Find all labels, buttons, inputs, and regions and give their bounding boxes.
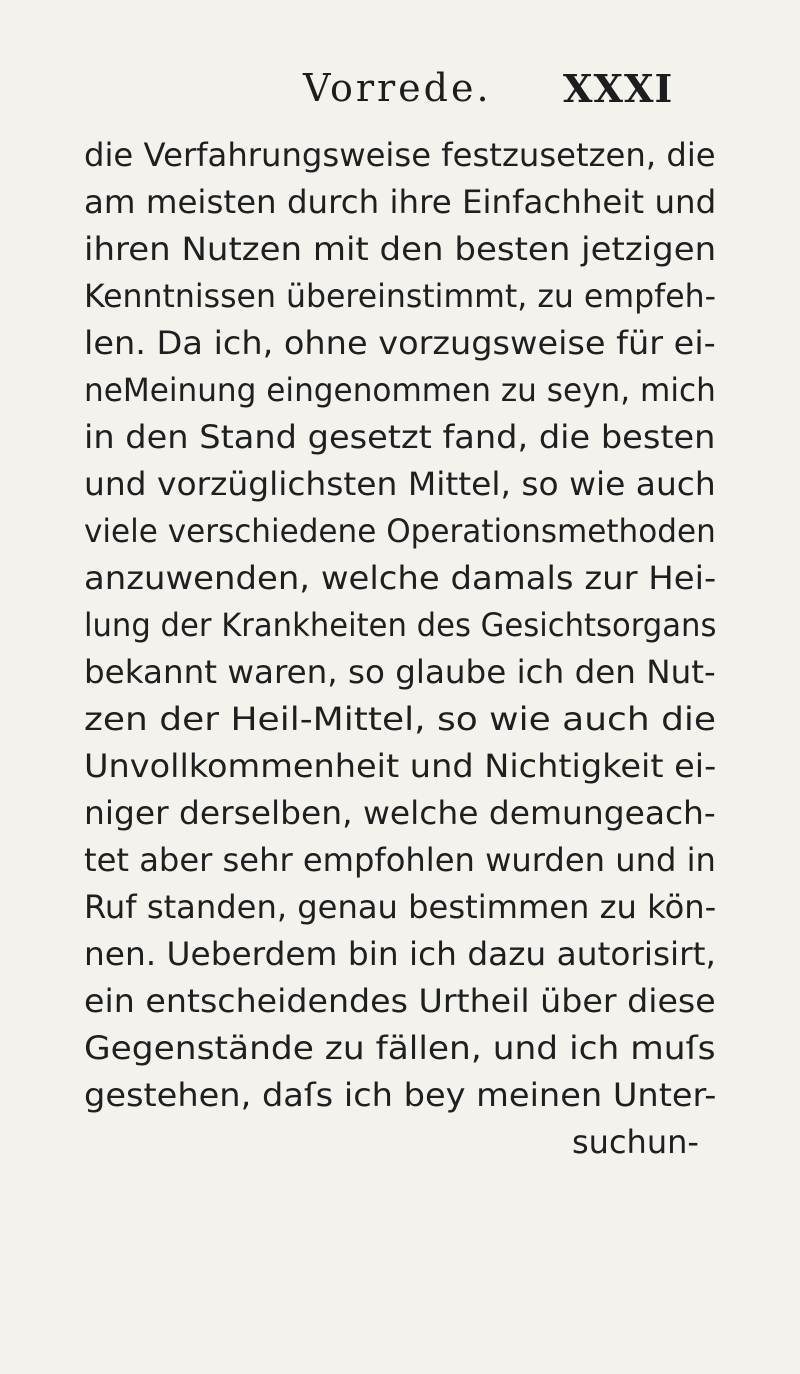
text-line: len. Da ich, ohne vorzugsweise für ei- [84, 324, 716, 362]
text-line: Gegenstände zu fällen, und ich muſs [84, 1029, 716, 1067]
text-line: niger derselben, welche demungeach- [84, 794, 716, 832]
page-header [0, 66, 800, 116]
text-line: nen. Ueberdem bin ich dazu autorisirt, [84, 935, 716, 973]
text-line: Unvollkommenheit und Nichtigkeit ei- [84, 747, 717, 785]
text-line: in den Stand gesetzt fand, die besten [84, 418, 716, 456]
catchword: suchun- [572, 1123, 699, 1161]
text-line: am meisten durch ihre Einfachheit und [84, 183, 717, 221]
text-line: ihren Nutzen mit den besten jetzigen [84, 230, 717, 268]
running-title: Vorrede. [303, 66, 492, 110]
text-line: lung der Krankheiten des Gesichtsorgans [84, 606, 717, 644]
text-line: anzuwenden, welche damals zur Hei- [84, 559, 717, 597]
text-line: neMeinung eingenommen zu seyn, mich [84, 371, 716, 409]
text-line: Kenntnissen übereinstimmt, zu empfeh- [84, 277, 717, 315]
text-line: viele verschiedene Operationsmethoden [84, 512, 716, 550]
text-line: bekannt waren, so glaube ich den Nut- [84, 653, 716, 691]
text-line: die Verfahrungsweise festzusetzen, die [84, 136, 716, 174]
text-line: Ruf standen, genau bestimmen zu kön- [84, 888, 717, 926]
text-line: zen der Heil-Mittel, so wie auch die [84, 700, 717, 738]
page-number: XXXI [563, 66, 674, 111]
text-line: ein entscheidendes Urtheil über diese [84, 982, 716, 1020]
text-line: tet aber sehr empfohlen wurden und in [84, 841, 716, 879]
text-line: und vorzüglichsten Mittel, so wie auch [84, 465, 716, 503]
text-line: gestehen, daſs ich bey meinen Unter- [84, 1076, 717, 1114]
